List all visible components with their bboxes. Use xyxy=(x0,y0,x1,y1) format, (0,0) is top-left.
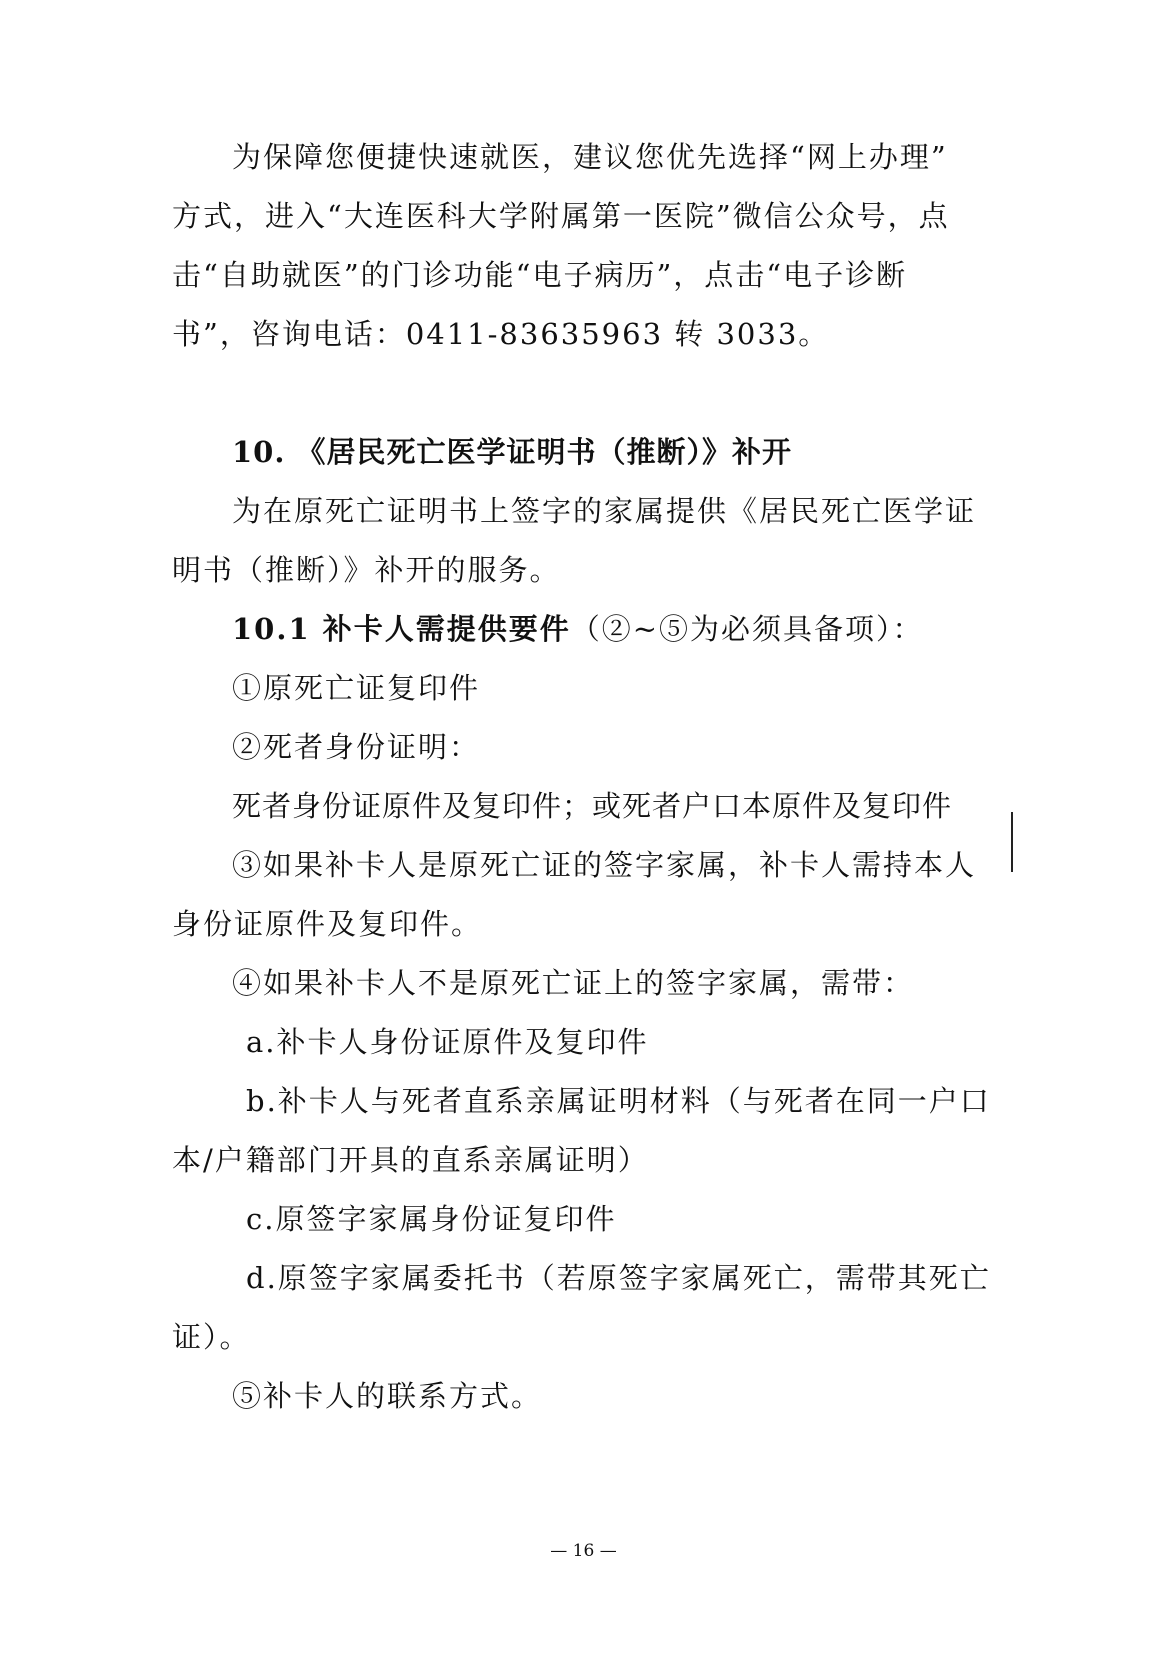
requirement-heading-rest: （②~⑤为必须具备项）： xyxy=(570,612,924,646)
section-desc-line-1: 为在原死亡证明书上签字的家属提供《居民死亡医学证 xyxy=(232,494,977,528)
item-4b-line-1: b.补卡人与死者直系亲属证明材料（与死者在同一户口 xyxy=(246,1084,991,1118)
margin-mark xyxy=(1011,812,1013,872)
item-3-line-2: 身份证原件及复印件。 xyxy=(172,907,483,941)
item-4b-line-2: 本/户籍部门开具的直系亲属证明） xyxy=(172,1143,649,1177)
item-4: ④如果补卡人不是原死亡证上的签字家属，需带： xyxy=(232,966,915,1000)
item-2-detail: 死者身份证原件及复印件；或死者户口本原件及复印件 xyxy=(232,789,953,823)
section-desc-line-2: 明书（推断）》补开的服务。 xyxy=(172,553,561,587)
requirement-heading-bold: 10.1 补卡人需提供要件 xyxy=(232,612,571,646)
item-4c: c.原签字家属身份证复印件 xyxy=(246,1202,617,1236)
item-4a: a.补卡人身份证原件及复印件 xyxy=(246,1025,649,1059)
item-5: ⑤补卡人的联系方式。 xyxy=(232,1379,543,1413)
intro-line-1: 为保障您便捷快速就医，建议您优先选择“网上办理” xyxy=(232,140,948,174)
item-1: ①原死亡证复印件 xyxy=(232,671,481,705)
intro-line-2: 方式，进入“大连医科大学附属第一医院”微信公众号，点 xyxy=(172,199,950,233)
item-2: ②死者身份证明： xyxy=(232,730,481,764)
section-title: 10. 《居民死亡医学证明书（推断）》补开 xyxy=(232,435,793,469)
intro-line-3: 击“自助就医”的门诊功能“电子病历”，点击“电子诊断 xyxy=(172,258,908,292)
item-4d-line-2: 证）。 xyxy=(172,1320,251,1354)
item-4d-line-1: d.原签字家属委托书（若原签字家属死亡，需带其死亡 xyxy=(246,1261,991,1295)
page-number: — 16 — xyxy=(550,1541,617,1561)
intro-line-4: 书”，咨询电话：0411-83635963 转 3033。 xyxy=(172,317,830,351)
item-3-line-1: ③如果补卡人是原死亡证的签字家属，补卡人需持本人 xyxy=(232,848,977,882)
requirement-heading xyxy=(232,609,924,649)
